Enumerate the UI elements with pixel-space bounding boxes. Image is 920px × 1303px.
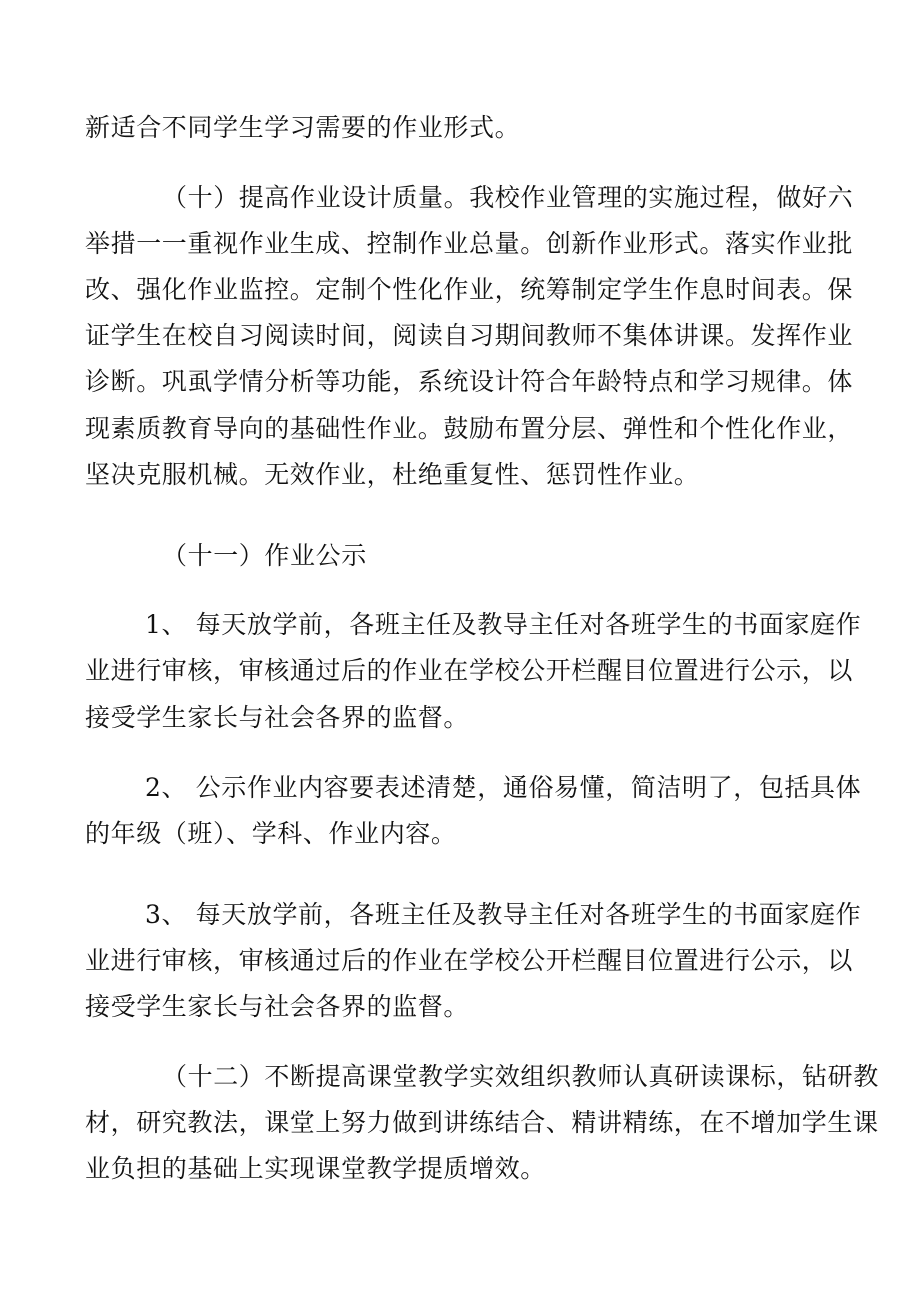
text-line: 材，研究教法，课堂上努力做到讲练结合、精讲精练，在不增加学生课 xyxy=(85,1108,879,1137)
text-line: 改、强化作业监控。定制个性化作业，统筹制定学生作息时间表。保 xyxy=(85,275,854,304)
text-line: （十）提高作业设计质量。我校作业管理的实施过程，做好六 xyxy=(162,183,854,212)
text-line: 1、 每天放学前，各班主任及教导主任对各班学生的书面家庭作 xyxy=(145,610,862,639)
text-line: 业进行审核，审核通过后的作业在学校公开栏醒目位置进行公示，以 xyxy=(85,946,854,975)
text-line: 坚决克服机械。无效作业，杜绝重复性、惩罚性作业。 xyxy=(85,460,700,489)
text-line: （十二）不断提高课堂教学实效组织教师认真研读课标，钻研教 xyxy=(162,1062,879,1091)
text-line: 业负担的基础上实现课堂教学提质增效。 xyxy=(85,1154,546,1183)
text-line: 2、 公示作业内容要表述清楚，通俗易懂，简洁明了，包括具体 xyxy=(145,773,862,802)
text-line: 举措一一重视作业生成、控制作业总量。创新作业形式。落实作业批 xyxy=(85,229,854,258)
text-line: 证学生在校自习阅读时间，阅读自习期间教师不集体讲课。发挥作业 xyxy=(85,321,854,350)
text-line: 业进行审核，审核通过后的作业在学校公开栏醒目位置进行公示，以 xyxy=(85,656,854,685)
text-line: 诊断。巩虱学情分析等功能，系统设计符合年龄特点和学习规律。体 xyxy=(85,367,854,396)
text-line: 接受学生家长与社会各界的监督。 xyxy=(85,992,470,1021)
text-line: 3、 每天放学前，各班主任及教导主任对各班学生的书面家庭作 xyxy=(145,900,862,929)
text-line: 接受学生家长与社会各界的监督。 xyxy=(85,703,470,732)
text-line: 的年级（班）、学科、作业内容。 xyxy=(85,819,457,848)
text-line: 现素质教育导向的基础性作业。鼓励布置分层、弹性和个性化作业， xyxy=(85,414,854,443)
text-line: 新适合不同学生学习需要的作业形式。 xyxy=(85,113,521,142)
section-heading: （十一）作业公示 xyxy=(162,541,367,570)
